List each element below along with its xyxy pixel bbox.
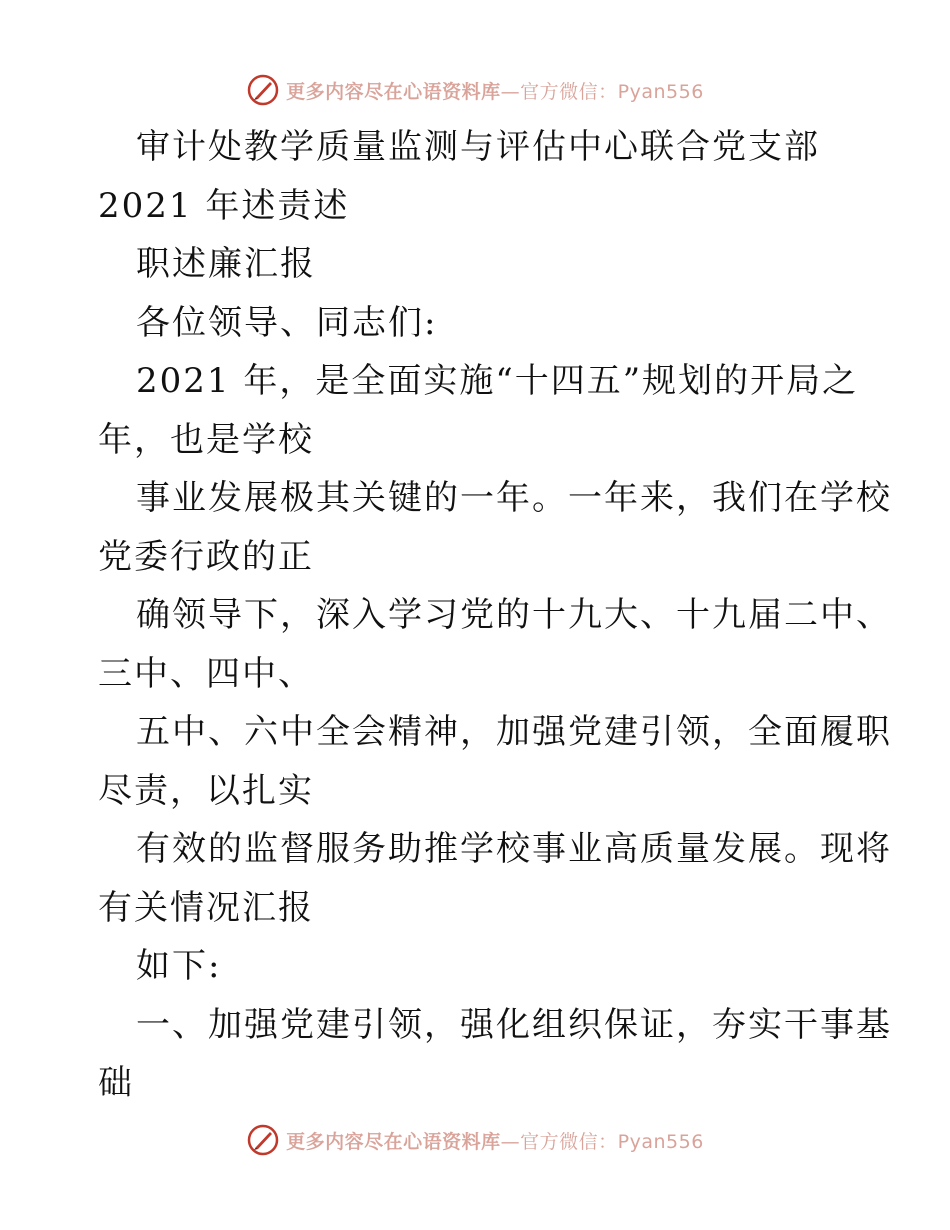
doc-line: 事业发展极其关键的一年。一年来，我们在学校 [136, 478, 892, 518]
quill-pen-circle-icon [246, 73, 280, 107]
watermark-contact: —官方微信：Pyan556 [500, 1130, 704, 1153]
doc-line: 如下: [136, 946, 222, 986]
doc-line-section-heading: 一、加强党建引领，强化组织保证，夯实干事基 [136, 1004, 892, 1045]
header-watermark [0, 70, 950, 110]
doc-line: 党委行政的正 [98, 536, 314, 577]
doc-line-title-1: 审计处教学质量监测与评估中心联合党支部 [136, 127, 820, 167]
doc-line: 年，也是学校 [98, 419, 314, 460]
doc-line: 尽责，以扎实 [98, 770, 314, 811]
doc-line: 三中、四中、 [98, 653, 314, 694]
document-body [98, 118, 892, 1113]
footer-watermark [0, 1120, 950, 1160]
watermark-brand: 更多内容尽在心语资料库 [286, 1130, 501, 1153]
doc-line: 确领导下，深入学习党的十九大、十九届二中、 [136, 595, 892, 635]
quill-pen-circle-icon [246, 1123, 280, 1157]
doc-line: 2021 年，是全面实施“十四五”规划的开局之 [136, 361, 859, 401]
doc-line: 础 [98, 1063, 134, 1103]
doc-line-title-2: 2021 年述责述 [98, 185, 350, 226]
watermark-brand: 更多内容尽在心语资料库 [286, 80, 501, 103]
doc-line-title-3: 职述廉汇报 [136, 244, 316, 284]
doc-line: 有效的监督服务助推学校事业高质量发展。现将 [136, 829, 892, 869]
doc-line: 有关情况汇报 [98, 887, 314, 928]
doc-line-salutation: 各位领导、同志们: [136, 302, 438, 343]
watermark-contact: —官方微信：Pyan556 [500, 80, 704, 103]
doc-line: 五中、六中全会精神，加强党建引领，全面履职 [136, 712, 892, 752]
